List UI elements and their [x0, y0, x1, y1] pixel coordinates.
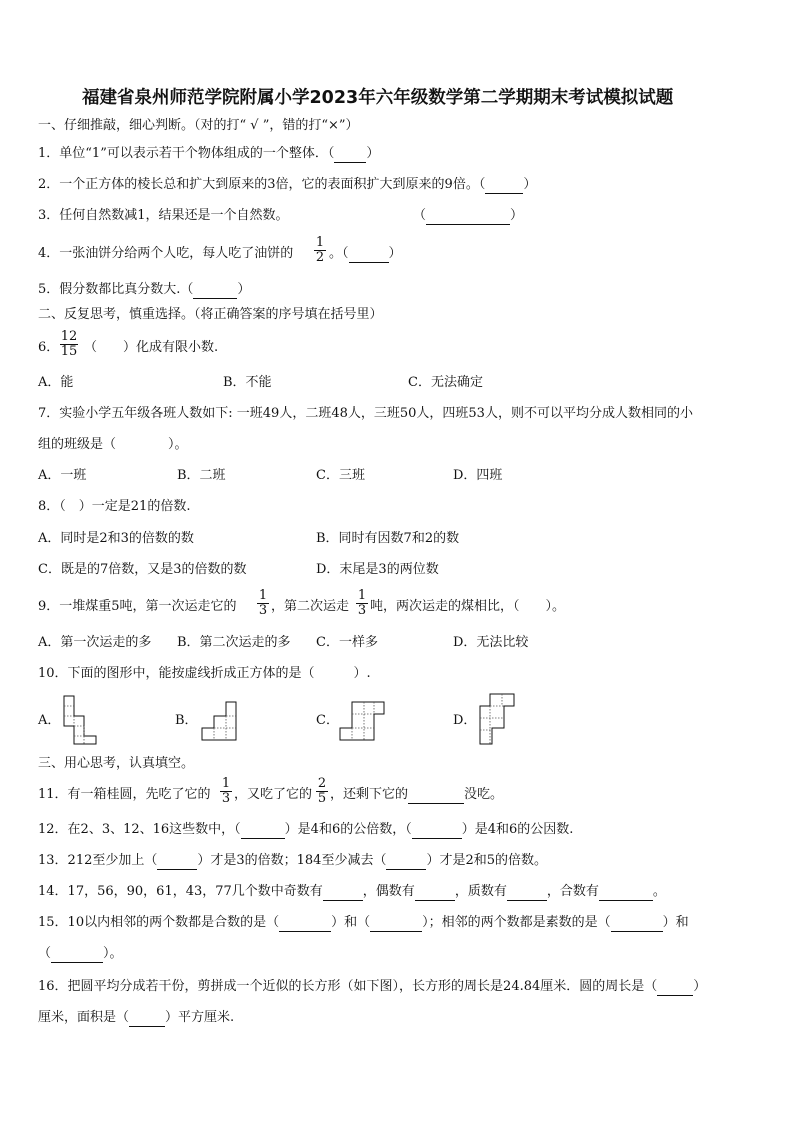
option-d[interactable]: D．无法比较	[453, 635, 529, 650]
question-4	[38, 245, 293, 263]
option-c[interactable]: C．三班	[316, 468, 365, 483]
question-3-text: 3．任何自然数减1，结果还是一个自然数。	[38, 208, 289, 223]
question-15-text-f: ）。	[103, 946, 123, 961]
numerator: 12	[60, 329, 78, 344]
question-16-text-c: 厘米，面积是（	[38, 1010, 130, 1025]
question-14-text-e: 。	[652, 884, 666, 899]
option-b[interactable]: B．二班	[177, 468, 226, 483]
answer-blank[interactable]	[412, 824, 462, 839]
denominator: 15	[60, 344, 78, 359]
option-d[interactable]: D．	[453, 713, 477, 728]
question-14-text-c: ，质数有	[454, 884, 507, 899]
question-3	[38, 207, 289, 225]
question-4-open: 。（	[329, 246, 349, 261]
option-c[interactable]: C．既是的7倍数，又是3的倍数的数	[38, 562, 247, 577]
denominator: 3	[258, 603, 268, 618]
answer-blank[interactable]	[599, 886, 653, 901]
section-heading-3: 三、用心思考，认真填空。	[38, 756, 195, 771]
cube-net-figure-d	[476, 690, 518, 746]
answer-blank[interactable]	[408, 789, 464, 804]
question-10: 10．下面的图形中，能按虚线折成正方体的是（ ）.	[38, 666, 371, 681]
option-b[interactable]: B．同时有因数7和2的数	[316, 531, 460, 546]
answer-blank[interactable]	[507, 886, 547, 901]
fraction-one-third	[356, 589, 368, 618]
question-16-text-a: 16．把圆平均分成若干份，剪拼成一个近似的长方形（如下图），长方形的周长是24.84厘米．圆的周长是（	[38, 979, 658, 994]
question-15-text-c: ）；相邻的两个数都是素数的是（	[422, 915, 611, 930]
question-4-answer	[329, 245, 402, 263]
question-2	[38, 176, 536, 194]
answer-blank[interactable]	[241, 824, 285, 839]
option-a[interactable]: A．第一次运走的多	[38, 635, 152, 650]
cube-net-figure-b	[200, 698, 240, 742]
answer-blank[interactable]	[323, 886, 363, 901]
option-d[interactable]: D．末尾是3的两位数	[316, 562, 439, 577]
question-13-text-a: 13．212至少加上（	[38, 853, 158, 868]
question-14-text-a: 14．17，56，90，61，43，77几个数中奇数有	[38, 884, 323, 899]
section-heading-2: 二、反复思考，慎重选择。（将正确答案的序号填在括号里）	[38, 307, 383, 322]
question-8: 8．（ ）一定是21的倍数.	[38, 499, 191, 514]
fraction-one-half	[314, 236, 326, 265]
question-9-text-c: 吨，两次运走的煤相比，（ ）。	[370, 599, 566, 614]
question-15-text-d: ）和	[662, 915, 689, 930]
answer-blank[interactable]	[611, 917, 663, 932]
fraction-one-third	[220, 777, 232, 806]
question-12-text-a: 12．在2、3、12、16这些数中，（	[38, 822, 241, 837]
question-14-text-b: ，偶数有	[362, 884, 415, 899]
question-13	[38, 852, 547, 870]
question-12-text-b: ）是4和6的公倍数，（	[284, 822, 412, 837]
option-a[interactable]: A．同时是2和3的倍数的数	[38, 531, 194, 546]
denominator: 5	[317, 791, 327, 806]
denominator: 3	[221, 791, 231, 806]
question-11-text-a: 11．有一箱桂圆，先吃了它的	[38, 787, 211, 802]
question-11-text-c: ，还剩下它的	[330, 787, 409, 802]
question-16-text-d: ）平方厘米.	[165, 1010, 235, 1025]
page-title: 福建省泉州师范学院附属小学2023年六年级数学第二学期期末考试模拟试题	[82, 88, 674, 108]
question-1	[38, 145, 379, 163]
option-b[interactable]: B．	[175, 713, 198, 728]
question-13-text-b: ）才是3的倍数；184至少减去（	[197, 853, 387, 868]
numerator: 1	[357, 588, 367, 603]
question-14	[38, 883, 666, 901]
question-5-close: ）	[237, 282, 251, 297]
answer-blank[interactable]	[129, 1012, 165, 1027]
option-b[interactable]: B．不能	[223, 375, 272, 390]
question-7-line-2: 组的班级是（ ）。	[38, 437, 188, 452]
answer-blank[interactable]	[349, 248, 389, 263]
numerator: 1	[315, 235, 325, 250]
question-9-text-a: 9．一堆煤重5吨，第一次运走它的	[38, 599, 237, 614]
question-14-text-d: ，合数有	[546, 884, 599, 899]
question-4-close: ）	[388, 246, 402, 261]
question-16-text-b: ）	[693, 979, 707, 994]
question-15-text-e: （	[38, 946, 52, 961]
question-3-answer	[413, 207, 523, 225]
question-6-text: （ ）化成有限小数.	[84, 340, 219, 355]
answer-blank[interactable]	[657, 981, 693, 996]
numerator: 1	[258, 588, 268, 603]
answer-blank[interactable]	[370, 917, 422, 932]
answer-blank[interactable]	[279, 917, 331, 932]
question-13-text-c: ）才是2和5的倍数。	[426, 853, 547, 868]
option-c[interactable]: C．无法确定	[408, 375, 483, 390]
question-15-line-2	[38, 945, 123, 963]
question-16-line-2	[38, 1009, 234, 1027]
cube-net-figure-c	[338, 698, 388, 742]
question-5	[38, 281, 250, 299]
option-c[interactable]: C．一样多	[316, 635, 378, 650]
question-3-close: ）	[510, 208, 524, 223]
answer-blank[interactable]	[193, 284, 237, 299]
fraction-one-third	[257, 589, 269, 618]
question-6-label: 6．	[38, 340, 60, 355]
answer-blank[interactable]	[415, 886, 455, 901]
question-5-text: 5．假分数都比真分数大.（	[38, 282, 194, 297]
question-9-text-b: ，第二次运走	[271, 599, 350, 614]
question-1-close: ）	[366, 146, 380, 161]
question-16-line-1	[38, 978, 706, 996]
cube-net-figure-a	[60, 694, 102, 746]
option-d[interactable]: D．四班	[453, 468, 503, 483]
option-b[interactable]: B．第二次运走的多	[177, 635, 291, 650]
answer-blank[interactable]	[157, 855, 197, 870]
section-heading-1: 一、仔细推敲，细心判断。（对的打“ √ ”，错的打“×”）	[38, 118, 359, 133]
denominator: 3	[357, 603, 367, 618]
option-a[interactable]: A．	[38, 713, 61, 728]
question-7-line-1: 7．实验小学五年级各班人数如下: 一班49人，二班48人，三班50人，四班53人，则不可以平均分成人数相同的小	[38, 406, 693, 421]
fraction-two-fifths	[316, 777, 328, 806]
question-15-text-a: 15．10以内相邻的两个数都是合数的是（	[38, 915, 280, 930]
answer-blank[interactable]	[334, 148, 366, 163]
denominator: 2	[315, 250, 325, 265]
option-a[interactable]: A．能	[38, 375, 74, 390]
question-2-close: ）	[523, 177, 537, 192]
option-a[interactable]: A．一班	[38, 468, 87, 483]
question-11-answer	[330, 786, 503, 804]
question-11-text-e: 没吃。	[464, 787, 504, 802]
fraction-12-15	[60, 330, 78, 359]
numerator: 1	[221, 776, 231, 791]
answer-blank[interactable]	[51, 948, 103, 963]
option-c[interactable]: C．	[316, 713, 339, 728]
question-15-line-1	[38, 914, 689, 932]
question-11-text-b: ，又吃了它的	[234, 787, 313, 802]
answer-blank[interactable]	[485, 179, 523, 194]
question-4-text: 4．一张油饼分给两个人吃，每人吃了油饼的	[38, 246, 294, 261]
question-3-open: （	[413, 208, 427, 223]
numerator: 2	[317, 776, 327, 791]
question-12	[38, 821, 573, 839]
answer-blank[interactable]	[386, 855, 426, 870]
question-12-text-c: ）是4和6的公因数.	[461, 822, 574, 837]
question-15-text-b: ）和（	[331, 915, 371, 930]
question-2-text: 2．一个正方体的棱长总和扩大到原来的3倍，它的表面积扩大到原来的9倍。（	[38, 177, 486, 192]
answer-blank[interactable]	[426, 210, 510, 225]
question-1-text: 1．单位“1”可以表示若干个物体组成的一个整体．（	[38, 146, 335, 161]
